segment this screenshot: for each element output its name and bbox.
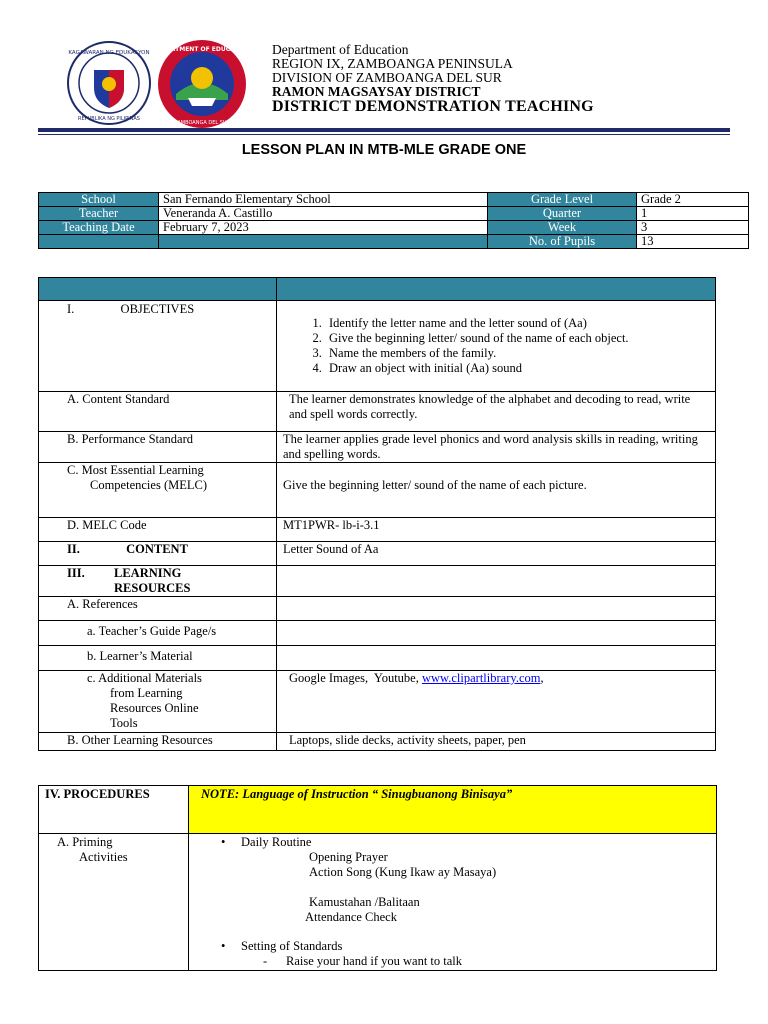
content-label-cell	[39, 542, 277, 566]
additional-materials-label-cell	[39, 671, 277, 733]
references-value	[277, 597, 716, 621]
school-value: San Fernando Elementary School	[159, 193, 488, 207]
lesson-table-header-left	[39, 278, 277, 301]
melc-code-label: D. MELC Code	[39, 518, 277, 542]
content-standard-value: The learner demonstrates knowledge of the alphabet and decoding to read, write and spell words correctly.	[277, 392, 716, 432]
additional-materials-label-1: c. Additional Materials	[87, 671, 202, 685]
grade-level-value: Grade 2	[637, 193, 749, 207]
objective-item: 1. Identify the letter name and the letter sound of (Aa)	[325, 316, 711, 331]
objectives-label: OBJECTIVES	[120, 302, 195, 316]
week-value: 3	[637, 221, 749, 235]
header-line-4: RAMON MAGSAYSAY DISTRICT	[272, 84, 481, 99]
pupils-value: 13	[637, 235, 749, 249]
procedures-label: IV. PROCEDURES	[39, 786, 189, 834]
procedures-table	[38, 785, 717, 971]
pupils-label: No. of Pupils	[488, 235, 637, 249]
content-label: CONTENT	[126, 542, 188, 556]
melc-value: Give the beginning letter/ sound of the name of each picture.	[277, 463, 716, 518]
info-empty-cell	[39, 235, 159, 249]
header-banner: DISTRICT DEMONSTRATION TEACHING	[272, 98, 594, 115]
melc-label-cell	[39, 463, 277, 518]
priming-label-1: A. Priming	[57, 835, 113, 849]
other-resources-label: B. Other Learning Resources	[39, 733, 277, 751]
objectives-list-cell	[277, 301, 716, 392]
week-label: Week	[488, 221, 637, 235]
svg-text:ZAMBOANGA DEL SUR: ZAMBOANGA DEL SUR	[173, 120, 231, 126]
additional-materials-label-3: Resources Online	[110, 701, 199, 715]
priming-label-2: Activities	[79, 850, 128, 864]
info-table	[38, 192, 749, 249]
learners-material-value	[277, 646, 716, 671]
svg-text:REPUBLIKA NG PILIPINAS: REPUBLIKA NG PILIPINAS	[78, 116, 140, 122]
header-line-3: DIVISION OF ZAMBOANGA DEL SUR	[272, 70, 502, 85]
objectives-num: I.	[67, 302, 75, 316]
learners-material-label: b. Learner’s Material	[39, 646, 277, 671]
performance-standard-value: The learner applies grade level phonics and word analysis skills in reading, writing and spelling words.	[277, 432, 716, 463]
learning-resources-num: III.	[67, 566, 85, 580]
other-resources-value: Laptops, slide decks, activity sheets, paper, pen	[277, 733, 716, 751]
quarter-label: Quarter	[488, 207, 637, 221]
school-label: School	[39, 193, 159, 207]
additional-materials-text: Google Images, Youtube,	[289, 671, 422, 685]
melc-label-line-1: C. Most Essential Learning	[67, 463, 204, 477]
performance-standard-label: B. Performance Standard	[39, 432, 277, 463]
lesson-table-header-right	[277, 278, 716, 301]
learning-resources-label-1: LEARNING	[114, 566, 182, 580]
bullet-icon: •	[221, 835, 226, 849]
info-empty-cell	[159, 235, 488, 249]
teaching-date-label: Teaching Date	[39, 221, 159, 235]
references-label: A. References	[39, 597, 277, 621]
header-rule-thin	[38, 134, 730, 135]
teaching-date-value: February 7, 2023	[159, 221, 488, 235]
additional-materials-label-4: Tools	[110, 716, 138, 730]
teachers-guide-value	[277, 621, 716, 646]
division-seal-right	[156, 38, 248, 130]
content-standard-label: A. Content Standard	[39, 392, 277, 432]
setting-standards-item: • Setting of Standards	[221, 939, 343, 953]
content-num: II.	[67, 542, 80, 556]
svg-text:KAGAWARAN NG EDUKASYON: KAGAWARAN NG EDUKASYON	[68, 50, 150, 56]
page-title: LESSON PLAN IN MTB-MLE GRADE ONE	[241, 142, 527, 158]
objective-item: 4. Draw an object with initial (Aa) sound	[325, 361, 711, 376]
language-note: NOTE: Language of Instruction “ Sinugbuanong Binisaya”	[189, 786, 717, 834]
action-song: Action Song (Kung Ikaw ay Masaya)	[309, 865, 497, 879]
teachers-guide-label: a. Teacher’s Guide Page/s	[39, 621, 277, 646]
standards-list	[193, 939, 712, 954]
priming-list	[193, 835, 712, 850]
melc-code-value: MT1PWR- lb-i-3.1	[277, 518, 716, 542]
attendance-check: Attendance Check	[305, 910, 397, 924]
melc-label-line-2: Competencies (MELC)	[90, 478, 207, 492]
teacher-label: Teacher	[39, 207, 159, 221]
raise-hand-rule: - Raise your hand if you want to talk	[263, 954, 463, 968]
objectives-label-cell	[39, 301, 277, 392]
opening-prayer: Opening Prayer	[309, 850, 388, 864]
lesson-table	[38, 277, 716, 751]
learning-resources-label-cell	[39, 566, 277, 597]
priming-label-cell	[39, 834, 189, 971]
clipartlibrary-link[interactable]: www.clipartlibrary.com	[421, 671, 541, 685]
quarter-value: 1	[637, 207, 749, 221]
deped-seal-left	[66, 40, 152, 126]
bullet-icon: •	[221, 939, 226, 953]
additional-materials-value	[277, 671, 716, 733]
header-rule-thick	[38, 128, 730, 132]
teacher-value: Veneranda A. Castillo	[159, 207, 488, 221]
additional-materials-tail: ,	[540, 671, 544, 685]
kamustahan: Kamustahan /Balitaan	[309, 895, 420, 909]
daily-routine-item: • Daily Routine	[221, 835, 312, 849]
header-line-2: REGION IX, ZAMBOANGA PENINSULA	[272, 56, 513, 71]
objective-item: 3. Name the members of the family.	[325, 346, 711, 361]
priming-content-cell	[189, 834, 717, 971]
content-value: Letter Sound of Aa	[277, 542, 716, 566]
learning-resources-value	[277, 566, 716, 597]
svg-text:DEPARTMENT OF EDUCATION: DEPARTMENT OF EDUCATION	[156, 46, 248, 53]
learning-resources-label-2: RESOURCES	[114, 581, 191, 595]
objective-item: 2. Give the beginning letter/ sound of the name of each object.	[325, 331, 711, 346]
header-line-1: Department of Education	[272, 42, 409, 57]
additional-materials-label-2: from Learning	[110, 686, 183, 700]
grade-level-label: Grade Level	[488, 193, 637, 207]
objectives-list	[281, 316, 711, 376]
